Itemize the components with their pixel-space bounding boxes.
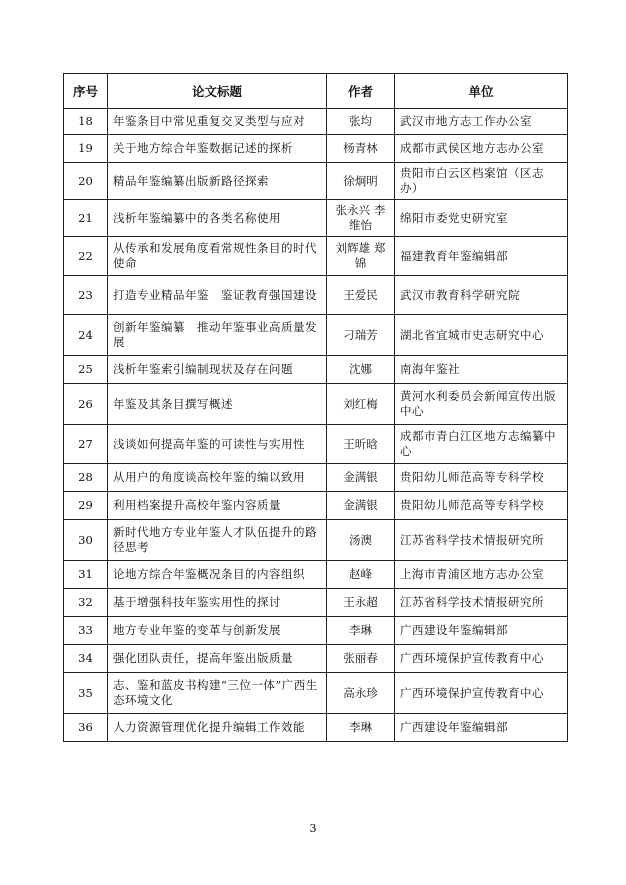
- author-unit: 江苏省科学技术情报研究所: [395, 589, 568, 617]
- row-number: 30: [64, 520, 108, 561]
- paper-author: 赵峰: [327, 561, 395, 589]
- row-number: 22: [64, 237, 108, 276]
- table-header-row: [64, 74, 568, 109]
- paper-author: 高永珍: [327, 673, 395, 714]
- table-row: [64, 714, 568, 742]
- author-unit: 成都市青白江区地方志编纂中心: [395, 425, 568, 464]
- table-row: [64, 645, 568, 673]
- row-number: 35: [64, 673, 108, 714]
- author-unit: 福建教育年鉴编辑部: [395, 237, 568, 276]
- author-unit: 武汉市教育科学研究院: [395, 276, 568, 315]
- table-row: [64, 237, 568, 276]
- paper-author: 金满银: [327, 492, 395, 520]
- row-number: 23: [64, 276, 108, 315]
- table-row: [64, 492, 568, 520]
- table-row: [64, 163, 568, 200]
- author-unit: 贵阳幼儿师范高等专科学校: [395, 464, 568, 492]
- paper-author: 沈娜: [327, 356, 395, 384]
- author-unit: 湖北省宜城市史志研究中心: [395, 315, 568, 356]
- table-row: [64, 135, 568, 163]
- table-row: [64, 109, 568, 135]
- row-number: 36: [64, 714, 108, 742]
- paper-title: 基于增强科技年鉴实用性的探讨: [108, 589, 327, 617]
- author-unit: 广西建设年鉴编辑部: [395, 617, 568, 645]
- paper-title: 地方专业年鉴的变革与创新发展: [108, 617, 327, 645]
- row-number: 21: [64, 200, 108, 237]
- paper-author: 刁瑞芳: [327, 315, 395, 356]
- author-unit: 广西环境保护宣传教育中心: [395, 645, 568, 673]
- paper-author: 张丽春: [327, 645, 395, 673]
- header-no: 序号: [64, 74, 108, 109]
- table-body: [64, 109, 568, 742]
- author-unit: 广西建设年鉴编辑部: [395, 714, 568, 742]
- paper-title: 年鉴条目中常见重复交叉类型与应对: [108, 109, 327, 135]
- paper-author: 李琳: [327, 617, 395, 645]
- table-row: [64, 200, 568, 237]
- author-unit: 江苏省科学技术情报研究所: [395, 520, 568, 561]
- paper-author: 王爱民: [327, 276, 395, 315]
- author-unit: 广西环境保护宣传教育中心: [395, 673, 568, 714]
- table-row: [64, 425, 568, 464]
- paper-title: 论地方综合年鉴概况条目的内容组织: [108, 561, 327, 589]
- paper-title: 关于地方综合年鉴数据记述的探析: [108, 135, 327, 163]
- row-number: 34: [64, 645, 108, 673]
- header-author: 作者: [327, 74, 395, 109]
- author-unit: 贵阳幼儿师范高等专科学校: [395, 492, 568, 520]
- table-row: [64, 589, 568, 617]
- paper-title: 志、鉴和蓝皮书构建“三位一体”广西生态环境文化: [108, 673, 327, 714]
- paper-title: 浅析年鉴编纂中的各类名称使用: [108, 200, 327, 237]
- header-unit: 单位: [395, 74, 568, 109]
- row-number: 29: [64, 492, 108, 520]
- table-row: [64, 617, 568, 645]
- paper-title: 浅析年鉴索引编制现状及存在问题: [108, 356, 327, 384]
- table-row: [64, 315, 568, 356]
- paper-author: 张均: [327, 109, 395, 135]
- row-number: 31: [64, 561, 108, 589]
- paper-author: 汤澳: [327, 520, 395, 561]
- author-unit: 绵阳市委党史研究室: [395, 200, 568, 237]
- author-unit: 贵阳市白云区档案馆（区志办）: [395, 163, 568, 200]
- header-title: 论文标题: [108, 74, 327, 109]
- author-unit: 黄河水利委员会新闻宣传出版中心: [395, 384, 568, 425]
- row-number: 26: [64, 384, 108, 425]
- row-number: 33: [64, 617, 108, 645]
- page-number: 3: [309, 822, 317, 835]
- row-number: 28: [64, 464, 108, 492]
- paper-author: 张永兴 李维怡: [327, 200, 395, 237]
- paper-author: 刘辉雄 郑锦: [327, 237, 395, 276]
- paper-title: 新时代地方专业年鉴人才队伍提升的路径思考: [108, 520, 327, 561]
- row-number: 19: [64, 135, 108, 163]
- paper-author: 徐炯明: [327, 163, 395, 200]
- row-number: 18: [64, 109, 108, 135]
- paper-title: 创新年鉴编纂 推动年鉴事业高质量发展: [108, 315, 327, 356]
- author-unit: 成都市武侯区地方志办公室: [395, 135, 568, 163]
- author-unit: 南海年鉴社: [395, 356, 568, 384]
- paper-title: 打造专业精品年鉴 鉴证教育强国建设: [108, 276, 327, 315]
- paper-author: 金满银: [327, 464, 395, 492]
- table-row: [64, 384, 568, 425]
- table-row: [64, 561, 568, 589]
- paper-title: 年鉴及其条目撰写概述: [108, 384, 327, 425]
- paper-title: 精品年鉴编纂出版新路径探索: [108, 163, 327, 200]
- row-number: 20: [64, 163, 108, 200]
- table-row: [64, 356, 568, 384]
- table-row: [64, 464, 568, 492]
- row-number: 24: [64, 315, 108, 356]
- paper-title: 人力资源管理优化提升编辑工作效能: [108, 714, 327, 742]
- row-number: 25: [64, 356, 108, 384]
- author-unit: 武汉市地方志工作办公室: [395, 109, 568, 135]
- row-number: 27: [64, 425, 108, 464]
- author-unit: 上海市青浦区地方志办公室: [395, 561, 568, 589]
- papers-table: [63, 73, 568, 742]
- paper-title: 从传承和发展角度看常规性条目的时代使命: [108, 237, 327, 276]
- paper-author: 王永超: [327, 589, 395, 617]
- paper-title: 浅谈如何提高年鉴的可读性与实用性: [108, 425, 327, 464]
- paper-title: 利用档案提升高校年鉴内容质量: [108, 492, 327, 520]
- paper-title: 从用户的角度谈高校年鉴的编以致用: [108, 464, 327, 492]
- paper-author: 李琳: [327, 714, 395, 742]
- paper-author: 杨青林: [327, 135, 395, 163]
- paper-author: 王昕晗: [327, 425, 395, 464]
- paper-author: 刘红梅: [327, 384, 395, 425]
- table-row: [64, 276, 568, 315]
- row-number: 32: [64, 589, 108, 617]
- table-row: [64, 673, 568, 714]
- table-row: [64, 520, 568, 561]
- paper-title: 强化团队责任，提高年鉴出版质量: [108, 645, 327, 673]
